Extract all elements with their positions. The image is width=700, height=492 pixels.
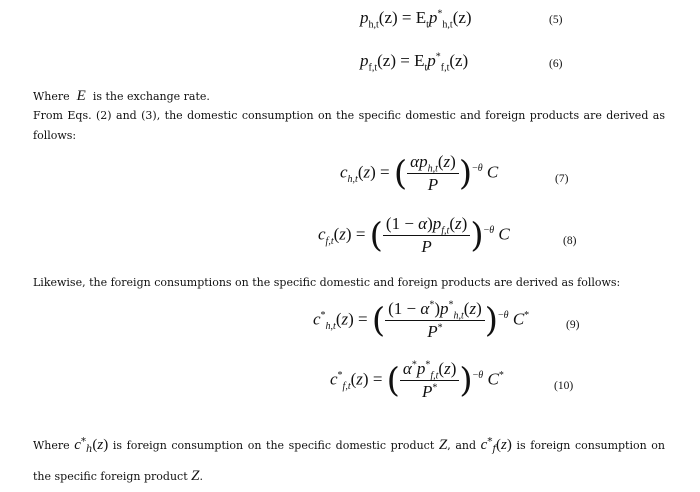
eq5-lhs: p [360, 8, 369, 27]
equation-7: $c_{h,t}(z)$ = ( $\frac{\alpha p_{h,t}(z)}{P}$ )$^{-\theta}$ C [340, 152, 499, 194]
equation-9: $c^*_{h,t}(z)$ = ( $\frac{(1 - \alpha^*)p^*_{h,t}(z)}{P^*}$ )$^{-\theta}$ C* [313, 299, 530, 341]
equation-number-5: (5) [549, 14, 563, 26]
equation-8: $c_{f,t}(z)$ = ( $\frac{(1 - \alpha)p_{f,t}(z)}{P}$ )$^{-\theta}$ C [318, 214, 510, 256]
from-eqs-paragraph: From Eqs. (2) and (3), the domestic consumption on the specific domestic and foreign products are derived as follows: [33, 109, 665, 142]
foreign-consumption-paragraph: Where $c^*_h(z)$ is foreign consumption on the specific domestic product Z, and $c^*_f(z)$ is foreign consumption on the specific foreign product Z. [33, 436, 666, 484]
equation-number-9: (9) [566, 319, 580, 331]
equation-number-6: (6) [549, 58, 563, 70]
likewise-paragraph: Likewise, the foreign consumptions on the specific domestic and foreign products are derived as follows: [33, 276, 621, 289]
equation-5: $p_{h,t}(z) = E_tp^*_{h,t}(z)$ [360, 8, 472, 31]
equation-number-10: (10) [554, 380, 574, 392]
equation-6: $p_{f,t}(z) = E_tp^*_{f,t}(z)$ [360, 51, 469, 74]
where-exchange-rate: Where E is the exchange rate. [33, 88, 210, 104]
equation-number-8: (8) [563, 235, 577, 247]
equation-number-7: (7) [555, 173, 569, 185]
equation-10: $c^*_{f,t}(z)$ = ( $\frac{\alpha^*p^*_{f,t}(z)}{P^*}$ )$^{-\theta}$ C* [330, 359, 504, 401]
